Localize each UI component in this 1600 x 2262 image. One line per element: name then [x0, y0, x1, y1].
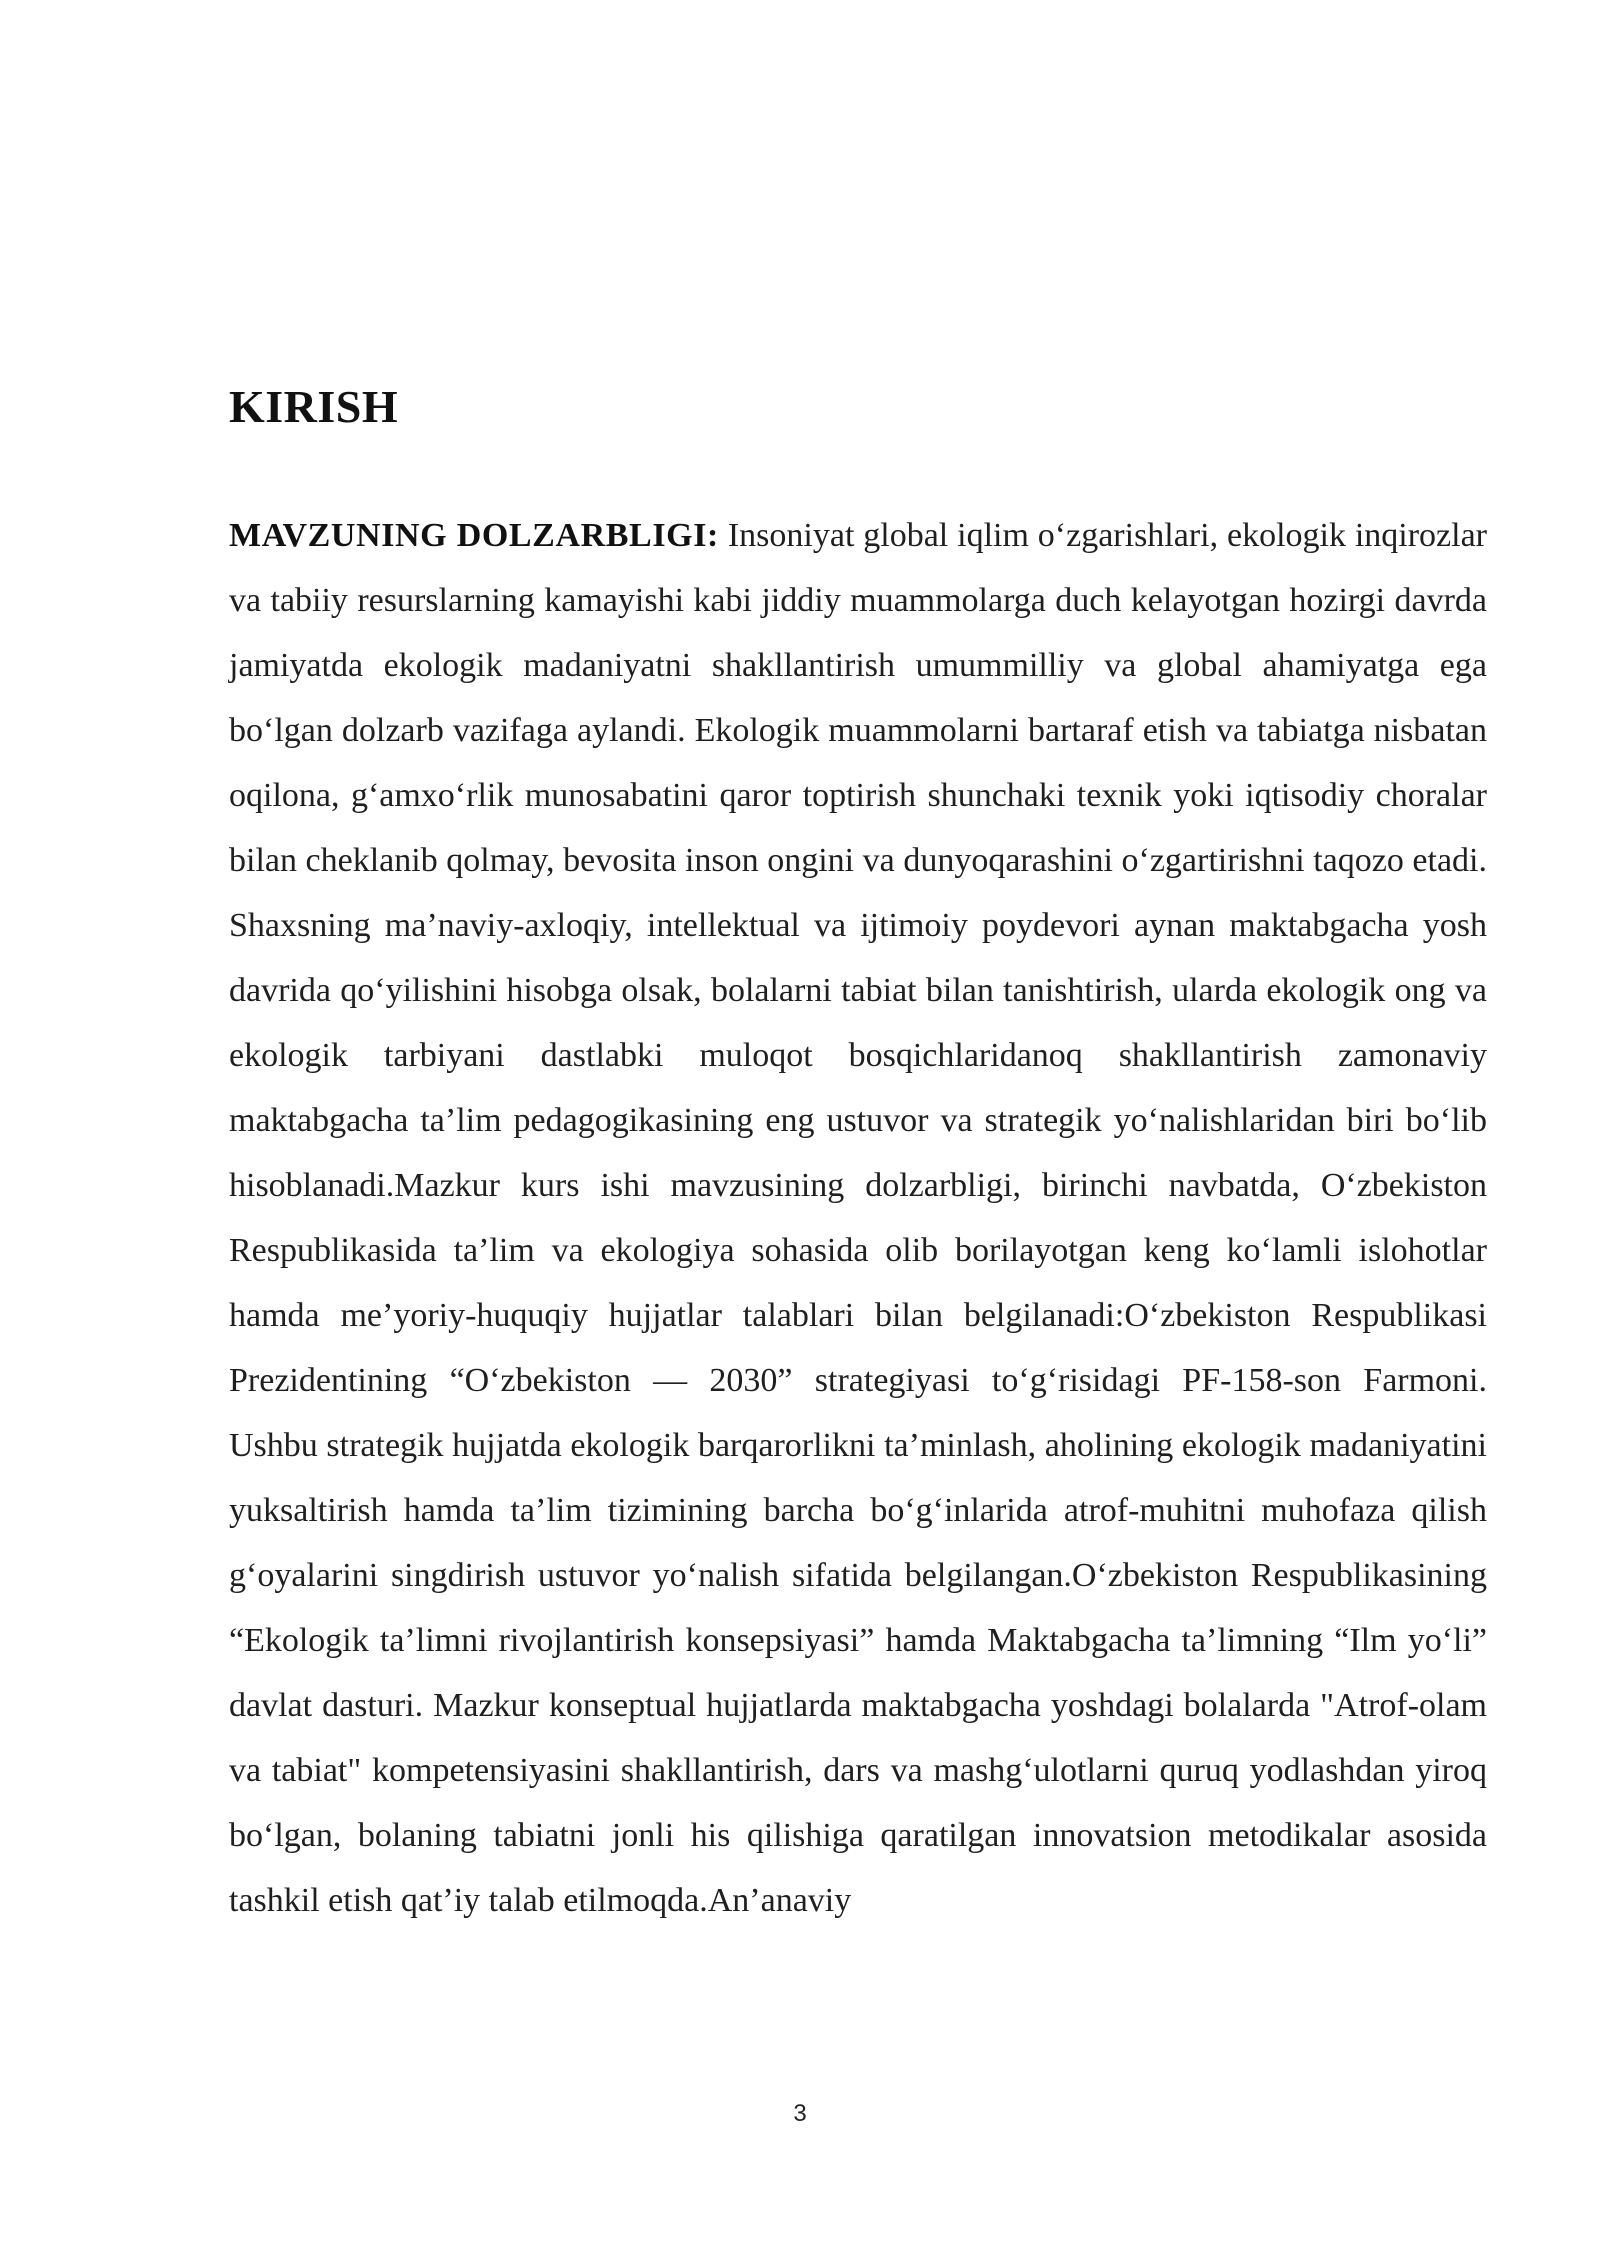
- body-paragraph: [229, 503, 1487, 1933]
- section-heading: KIRISH: [229, 381, 399, 432]
- section-lead: MAVZUNING DOLZARBLIGI:: [229, 517, 719, 554]
- page-number: 3: [793, 2100, 807, 2127]
- paragraph-text: Insoniyat global iqlim o‘zgarishlari, ekologik inqirozlar va tabiiy resurslarning kamayishi kabi jiddiy muammolarga duch kelayotgan hozirgi davrda jamiyatda ekologik madaniyatni shakllantirish umummilliy va global ahamiyatga ega bo‘lgan dolzarb vazifaga aylandi. Ekologik muammolarni bartaraf etish va tabiatga nisbatan oqilona, g‘amxo‘rlik munosabatini qaror toptirish shunchaki texnik yoki iqtisodiy choralar bilan cheklanib qolmay, bevosita inson ongini va dunyoqarashini o‘zgartirishni taqozo etadi. Shaxsning ma’naviy-axloqiy, intellektual va ijtimoiy poydevori aynan maktabgacha yosh davrida qo‘yilishini hisobga olsak, bolalarni tabiat bilan tanishtirish, ularda ekologik ong va ekologik tarbiyani dastlabki muloqot bosqichlaridanoq shakllantirish zamonaviy maktabgacha ta’lim pedagogikasining eng ustuvor va strategik yo‘nalishlaridan biri bo‘lib hisoblanadi.Mazkur kurs ishi mavzusining dolzarbligi, birinchi navbatda, O‘zbekiston Respublikasida ta’lim va ekologiya sohasida olib borilayotgan keng ko‘lamli islohotlar hamda me’yoriy-huquqiy hujjatlar talablari bilan belgilanadi:O‘zbekiston Respublikasi Prezidentining “O‘zbekiston — 2030” strategiyasi to‘g‘risidagi PF-158-son Farmoni. Ushbu strategik hujjatda ekologik barqarorlikni ta’minlash, aholining ekologik madaniyatini yuksaltirish hamda ta’lim tizimining barcha bo‘g‘inlarida atrof-muhitni muhofaza qilish g‘oyalarini singdirish ustuvor yo‘nalish sifatida belgilangan.O‘zbekiston Respublikasining “Ekologik ta’limni rivojlantirish konsepsiyasi” hamda Maktabgacha ta’limning “Ilm yo‘li” davlat dasturi. Mazkur konseptual hujjatlarda maktabgacha yoshdagi bolalarda "Atrof-olam va tabiat" kompetensiyasini shakllantirish, dars va mashg‘ulotlarni quruq yodlashdan yiroq bo‘lgan, bolaning tabiatni jonli his qilishiga qaratilgan innovatsion metodikalar asosida tashkil etish qat’iy talab etilmoqda.An’anaviy: [229, 517, 1488, 1919]
